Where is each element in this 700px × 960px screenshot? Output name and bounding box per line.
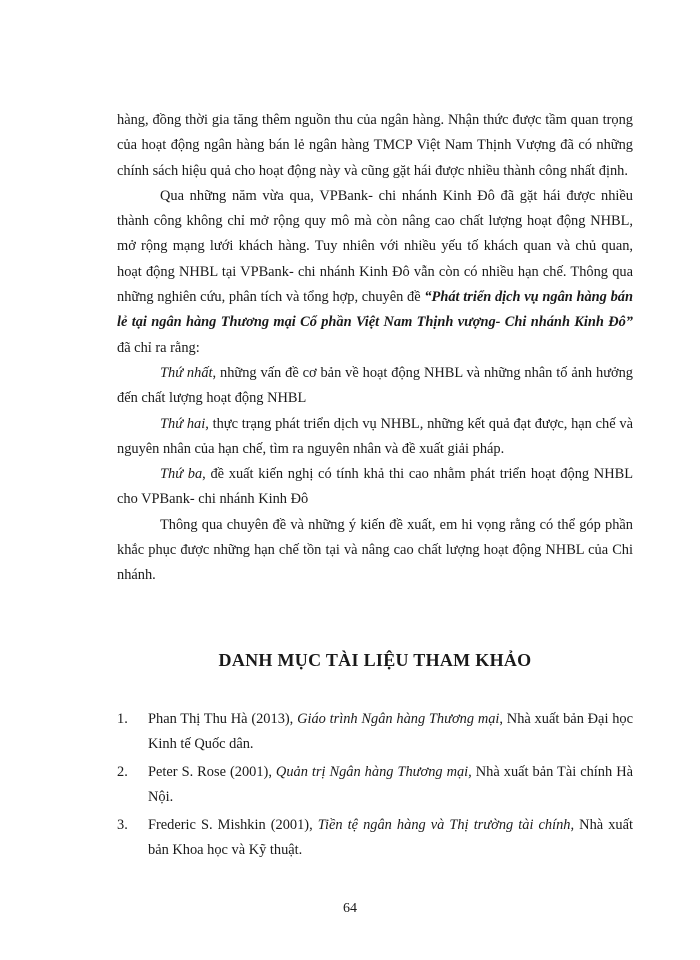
second-point-lead: Thứ hai — [160, 415, 206, 432]
paragraph-2 — [117, 184, 633, 361]
paragraph-closing: Thông qua chuyên đề và những ý kiến đề xuất, em hi vọng rằng có thể góp phần khắc phục được những hạn chế tồn tại và nâng cao chất lượng hoạt động NHBL của Chi nhánh. — [117, 516, 633, 584]
reference-number: 1. — [117, 711, 128, 727]
paragraph-first-point — [117, 361, 633, 412]
reference-title: Quản trị Ngân hàng Thương mại, — [275, 764, 472, 780]
paragraph-2-start: Qua những năm vừa qua, VPBank- chi nhánh Kinh Đô đã gặt hái được nhiều thành công không chỉ mở rộng quy mô mà còn nâng cao chất lượng hoạt động NHBL, mở rộng mạng lưới khách hàng. Tuy nhiên với nhiều yếu tố khách quan và chủ quan, hoạt động NHBL tại VPBank- chi nhánh Kinh Đô vẫn còn có nhiều hạn chế. Thông qua những nghiên cứu, phân tích và tổng hợp, chuyên đề — [117, 187, 633, 306]
reference-item — [117, 813, 633, 863]
reference-number: 2. — [117, 764, 128, 780]
third-point-lead: Thứ ba — [160, 466, 203, 483]
references-heading: DANH MỤC TÀI LIỆU THAM KHẢO — [218, 650, 532, 670]
conclusion-section — [117, 108, 633, 589]
first-point-lead: Thứ nhất — [160, 364, 213, 381]
third-point-text: , đề xuất kiến nghị có tính khả thi cao nhằm phát triển hoạt động NHBL cho VPBank- chi nhánh Kinh Đô — [117, 466, 633, 508]
reference-publisher: Nhà xuất bản Khoa học và Kỹ thuật. — [148, 817, 633, 858]
reference-title: Giáo trình Ngân hàng Thương mại — [297, 711, 500, 727]
second-point-text: , thực trạng phát triển dịch vụ NHBL, những kết quả đạt được, hạn chế và nguyên nhân của hạn chế, tìm ra nguyên nhân và đề xuất giải pháp. — [117, 415, 633, 457]
reference-item — [117, 707, 633, 757]
reference-item — [117, 760, 633, 810]
reference-author: Frederic S. Mishkin (2001), — [148, 817, 318, 833]
references-list — [117, 707, 633, 866]
paragraph-third-point — [117, 462, 633, 513]
reference-author: Peter S. Rose (2001), — [148, 764, 276, 780]
page-number: 64 — [343, 901, 357, 916]
reference-number: 3. — [117, 817, 128, 833]
reference-title: Tiền tệ ngân hàng và Thị trường tài chính, — [317, 817, 575, 833]
paragraph-second-point — [117, 412, 633, 463]
thesis-title: “Phát triển dịch vụ ngân hàng bán lẻ tại ngân hàng Thương mại Cổ phần Việt Nam Thịnh vượng- Chi nhánh Kinh Đô” — [117, 289, 633, 331]
reference-publisher: Nhà xuất bản Tài chính Hà Nội. — [148, 764, 633, 805]
reference-publisher: , Nhà xuất bản Đại học Kinh tế Quốc dân. — [148, 711, 633, 752]
paragraph-2-end: đã chỉ ra rằng: — [117, 339, 200, 356]
paragraph-1: hàng, đồng thời gia tăng thêm nguồn thu của ngân hàng. Nhận thức được tầm quan trọng của hoạt động ngân hàng bán lẻ ngân hàng TMCP Việt Nam Thịnh Vượng đã có những chính sách hiệu quả cho hoạt động này và cũng gặt hái được nhiều thành công nhất định. — [117, 112, 633, 179]
reference-author: Phan Thị Thu Hà (2013), — [148, 711, 298, 727]
first-point-text: , những vấn đề cơ bản về hoạt động NHBL và những nhân tố ảnh hưởng đến chất lượng hoạt động NHBL — [117, 364, 633, 407]
